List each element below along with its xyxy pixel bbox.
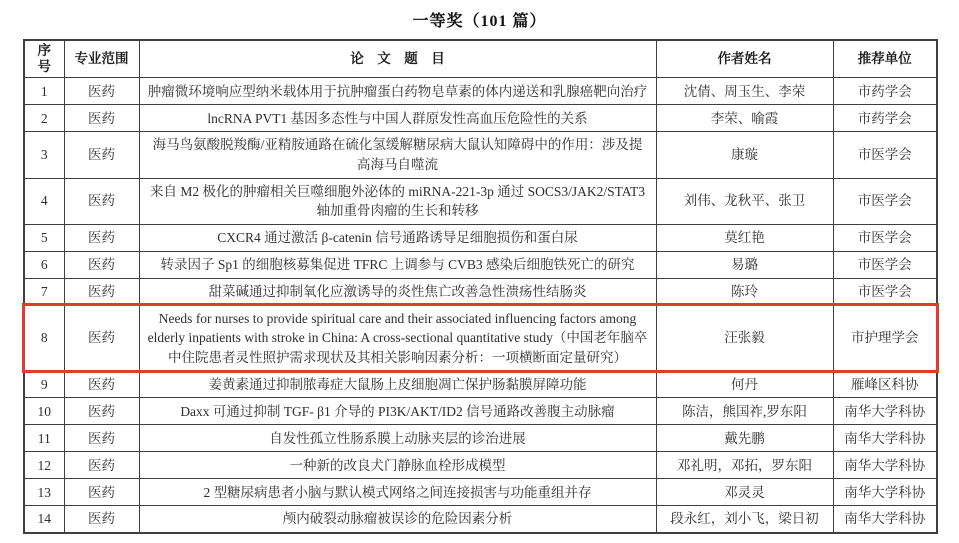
table-row: [24, 425, 937, 452]
cell-field: 医药: [64, 305, 139, 371]
cell-authors: 莫红艳: [656, 224, 833, 251]
cell-recommending-unit: 市医学会: [833, 251, 937, 278]
cell-recommending-unit: 南华大学科协: [833, 479, 937, 506]
cell-paper-title: 甜菜碱通过抑制氧化应激诱导的炎性焦亡改善急性溃疡性结肠炎: [139, 278, 656, 305]
cell-authors: 陈洁，熊国祚,罗东阳: [656, 398, 833, 425]
cell-authors: 汪张毅: [656, 305, 833, 371]
cell-field: 医药: [64, 224, 139, 251]
cell-serial-number: 6: [24, 251, 64, 278]
cell-field: 医药: [64, 178, 139, 224]
cell-serial-number: 9: [24, 371, 64, 398]
header-paper-title: 论 文 题 目: [139, 40, 656, 78]
table-row: [24, 398, 937, 425]
cell-field: 医药: [64, 105, 139, 132]
cell-serial-number: 11: [24, 425, 64, 452]
cell-field: 医药: [64, 479, 139, 506]
cell-field: 医药: [64, 506, 139, 533]
cell-authors: 何丹: [656, 371, 833, 398]
table-row: [24, 506, 937, 533]
cell-paper-title: 来自 M2 极化的肿瘤相关巨噬细胞外泌体的 miRNA-221-3p 通过 SOCS3/JAK2/STAT3 轴加重骨肉瘤的生长和转移: [139, 178, 656, 224]
cell-recommending-unit: 市医学会: [833, 178, 937, 224]
cell-recommending-unit: 市药学会: [833, 78, 937, 105]
cell-paper-title: 颅内破裂动脉瘤被误诊的危险因素分析: [139, 506, 656, 533]
cell-serial-number: 8: [24, 305, 64, 371]
cell-recommending-unit: 南华大学科协: [833, 425, 937, 452]
table-header-row: [24, 40, 937, 78]
table-row: [24, 452, 937, 479]
cell-recommending-unit: 市医学会: [833, 278, 937, 305]
cell-recommending-unit: 市医学会: [833, 224, 937, 251]
header-authors: 作者姓名: [656, 40, 833, 78]
cell-paper-title: 转录因子 Sp1 的细胞核募集促进 TFRC 上调参与 CVB3 感染后细胞铁死亡的研究: [139, 251, 656, 278]
cell-authors: 易璐: [656, 251, 833, 278]
table-row: [24, 178, 937, 224]
table-row: [24, 132, 937, 178]
table-row: [24, 479, 937, 506]
cell-authors: 李荣、喻霞: [656, 105, 833, 132]
cell-serial-number: 3: [24, 132, 64, 178]
cell-field: 医药: [64, 278, 139, 305]
cell-paper-title: lncRNA PVT1 基因多态性与中国人群原发性高血压危险性的关系: [139, 105, 656, 132]
cell-field: 医药: [64, 78, 139, 105]
cell-authors: 刘伟、龙秋平、张卫: [656, 178, 833, 224]
cell-field: 医药: [64, 452, 139, 479]
cell-serial-number: 5: [24, 224, 64, 251]
cell-recommending-unit: 市药学会: [833, 105, 937, 132]
cell-recommending-unit: 市医学会: [833, 132, 937, 178]
cell-paper-title: 2 型糖尿病患者小脑与默认模式网络之间连接损害与功能重组并存: [139, 479, 656, 506]
table-row: [24, 278, 937, 305]
cell-authors: 邓礼明，邓拓，罗东阳: [656, 452, 833, 479]
cell-serial-number: 14: [24, 506, 64, 533]
cell-authors: 段永红，刘小飞，梁日初: [656, 506, 833, 533]
cell-paper-title: 海马鸟氨酸脱羧酶/亚精胺通路在硫化氢缓解糖尿病大鼠认知障碍中的作用：涉及提高海马自噬流: [139, 132, 656, 178]
cell-recommending-unit: 南华大学科协: [833, 452, 937, 479]
cell-paper-title: 姜黄素通过抑制脓毒症大鼠肠上皮细胞凋亡保护肠黏膜屏障功能: [139, 371, 656, 398]
cell-serial-number: 13: [24, 479, 64, 506]
cell-paper-title: Daxx 可通过抑制 TGF- β1 介导的 PI3K/AKT/ID2 信号通路改善腹主动脉瘤: [139, 398, 656, 425]
table-row: [24, 224, 937, 251]
cell-authors: 戴先鹏: [656, 425, 833, 452]
award-table: [23, 39, 938, 534]
cell-serial-number: 1: [24, 78, 64, 105]
cell-field: 医药: [64, 398, 139, 425]
cell-serial-number: 10: [24, 398, 64, 425]
header-recommending-unit: 推荐单位: [833, 40, 937, 78]
table-body: [24, 78, 937, 533]
highlighted-table-row: [24, 305, 937, 371]
table-row: [24, 78, 937, 105]
cell-field: 医药: [64, 425, 139, 452]
cell-authors: 康璇: [656, 132, 833, 178]
cell-serial-number: 12: [24, 452, 64, 479]
cell-authors: 邓灵灵: [656, 479, 833, 506]
cell-paper-title: 自发性孤立性肠系膜上动脉夹层的诊治进展: [139, 425, 656, 452]
cell-serial-number: 7: [24, 278, 64, 305]
cell-recommending-unit: 市护理学会: [833, 305, 937, 371]
table-row: [24, 371, 937, 398]
cell-field: 医药: [64, 251, 139, 278]
cell-recommending-unit: 雁峰区科协: [833, 371, 937, 398]
header-serial-number: 序号: [24, 40, 64, 78]
page-title: 一等奖（101 篇）: [412, 13, 547, 30]
cell-paper-title: 一种新的改良犬门静脉血栓形成模型: [139, 452, 656, 479]
cell-paper-title: CXCR4 通过激活 β-catenin 信号通路诱导足细胞损伤和蛋白尿: [139, 224, 656, 251]
table-row: [24, 251, 937, 278]
header-field: 专业范围: [64, 40, 139, 78]
cell-recommending-unit: 南华大学科协: [833, 506, 937, 533]
cell-authors: 沈倩、周玉生、李荣: [656, 78, 833, 105]
cell-serial-number: 2: [24, 105, 64, 132]
cell-field: 医药: [64, 132, 139, 178]
cell-serial-number: 4: [24, 178, 64, 224]
cell-field: 医药: [64, 371, 139, 398]
cell-paper-title: Needs for nurses to provide spiritual care and their associated influencing factors among elderly inpatients with stroke in China: A cross-sectional quantitative study（中国老年脑卒中住院患者灵性照护需求现状及其相关影响因素分析：一项横断面定量研究）: [139, 305, 656, 371]
cell-paper-title: 肿瘤微环境响应型纳米载体用于抗肿瘤蛋白药物皂草素的体内递送和乳腺癌靶向治疗: [139, 78, 656, 105]
table-row: [24, 105, 937, 132]
cell-authors: 陈玲: [656, 278, 833, 305]
cell-recommending-unit: 南华大学科协: [833, 398, 937, 425]
